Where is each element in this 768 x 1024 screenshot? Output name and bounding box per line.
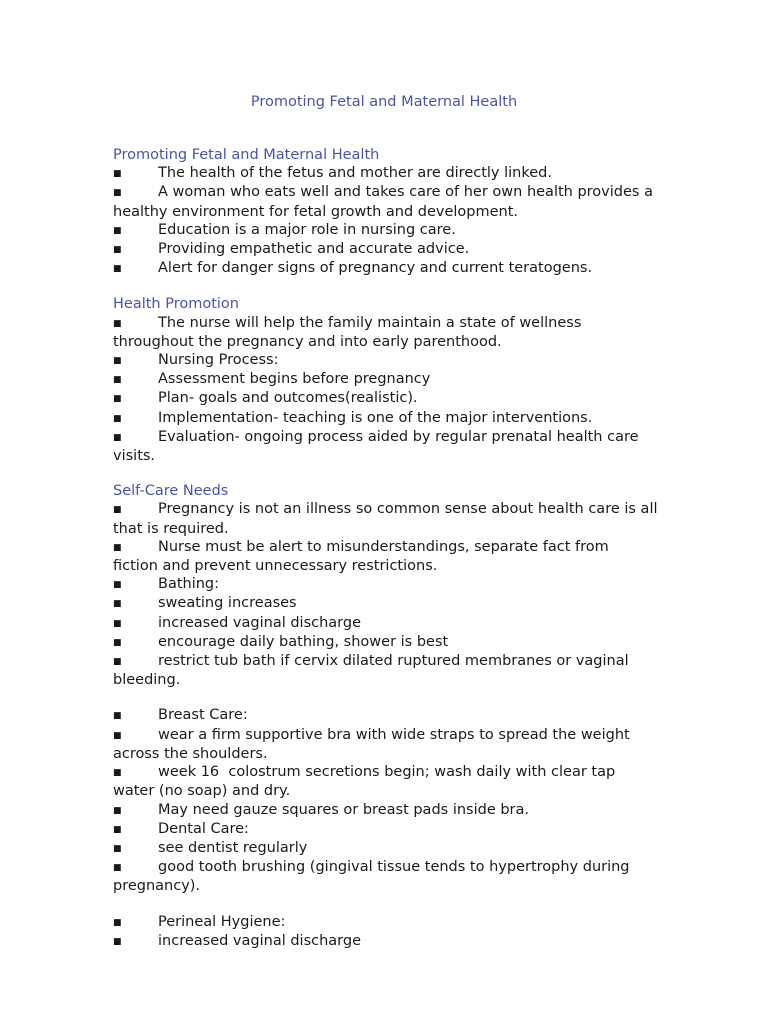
section-heading: Self-Care Needs — [113, 483, 229, 500]
list-item-text: good tooth brushing (gingival tissue tends to hypertrophy during pregnancy). — [113, 859, 635, 895]
list-item-text: increased vaginal discharge — [158, 614, 362, 631]
bullet-icon: ■ — [113, 356, 122, 367]
list-item-text: sweating increases — [158, 595, 297, 612]
list-item-text: Nursing Process: — [158, 352, 279, 369]
bullet-icon: ■ — [113, 768, 122, 779]
section-health-promotion — [113, 295, 658, 465]
section-promoting-health — [113, 146, 658, 278]
bullet-icon: ■ — [113, 264, 122, 275]
list-item-text: week 16 colostrum secretions begin; wash daily with clear tap water (no soap) and dry. — [113, 764, 620, 800]
list-item-text: Plan- goals and outcomes(realistic). — [158, 390, 418, 407]
document-title: Promoting Fetal and Maternal Health — [250, 94, 518, 110]
list-item — [113, 801, 658, 820]
list-item-text: restrict tub bath if cervix dilated ruptured membranes or vaginal bleeding. — [113, 653, 634, 689]
section-heading: Promoting Fetal and Maternal Health — [113, 147, 380, 163]
list-item — [113, 409, 658, 428]
bullet-icon: ■ — [113, 413, 122, 424]
bullet-icon: ■ — [113, 637, 122, 648]
list-item — [113, 913, 658, 932]
section-perineal-hygiene — [113, 913, 658, 951]
list-item — [113, 428, 658, 465]
bullet-icon: ■ — [113, 843, 122, 854]
bullet-icon: ■ — [113, 917, 122, 928]
list-item-text: increased vaginal discharge — [158, 932, 362, 949]
bullet-icon: ■ — [113, 711, 122, 722]
list-item — [113, 614, 658, 633]
list-item-text: Implementation- teaching is one of the major interventions. — [158, 409, 593, 426]
list-item — [113, 370, 658, 389]
list-item — [113, 763, 658, 800]
list-item-text: Pregnancy is not an illness so common sense about health care is all that is required. — [113, 501, 663, 537]
section-heading: Health Promotion — [113, 296, 239, 313]
bullet-icon: ■ — [113, 394, 122, 405]
list-item-text: Bathing: — [158, 576, 220, 593]
bullet-icon: ■ — [113, 505, 122, 516]
list-item — [113, 594, 658, 613]
list-item — [113, 351, 658, 370]
list-item — [113, 164, 658, 183]
list-item — [113, 221, 658, 240]
list-item — [113, 500, 663, 537]
bullet-icon: ■ — [113, 225, 122, 236]
bullet-icon: ■ — [113, 542, 122, 553]
bullet-icon: ■ — [113, 318, 122, 329]
bullet-icon: ■ — [113, 805, 122, 816]
list-item — [113, 575, 658, 594]
list-item — [113, 839, 658, 858]
list-item — [113, 389, 658, 408]
list-item-text: Breast Care: — [158, 707, 248, 724]
bullet-icon: ■ — [113, 375, 122, 386]
list-item — [113, 820, 658, 839]
bullet-icon: ■ — [113, 580, 122, 591]
list-item-text: Education is a major role in nursing care. — [158, 221, 456, 238]
list-item — [113, 633, 658, 652]
list-item — [113, 726, 658, 763]
list-item — [113, 706, 658, 725]
list-item — [113, 259, 658, 278]
bullet-icon: ■ — [113, 936, 122, 947]
bullet-icon: ■ — [113, 618, 122, 629]
list-item-text: A woman who eats well and takes care of her own health provides a healthy environment for fetal growth and development. — [113, 184, 658, 220]
list-item-text: The health of the fetus and mother are directly linked. — [158, 165, 552, 182]
list-item — [113, 240, 658, 259]
bullet-icon: ■ — [113, 730, 122, 741]
list-item-text: Assessment begins before pregnancy — [158, 371, 431, 388]
bullet-icon: ■ — [113, 824, 122, 835]
list-item-text: Providing empathetic and accurate advice. — [158, 241, 470, 258]
bullet-icon: ■ — [113, 432, 122, 443]
bullet-icon: ■ — [113, 245, 122, 256]
list-item-text: Perineal Hygiene: — [158, 913, 286, 930]
list-item — [113, 932, 658, 951]
list-item — [113, 183, 658, 220]
document-body — [113, 146, 663, 951]
bullet-icon: ■ — [113, 599, 122, 610]
list-item-text: Nurse must be alert to misunderstandings, separate fact from fiction and prevent unnecessary restrictions. — [113, 538, 614, 575]
section-breast-dental-care — [113, 706, 658, 895]
list-item — [113, 652, 658, 689]
list-item-text: The nurse will help the family maintain a state of wellness throughout the pregnancy and into early parenthood. — [113, 314, 586, 350]
list-item-text: Dental Care: — [158, 820, 249, 837]
list-item-text: May need gauze squares or breast pads inside bra. — [158, 801, 530, 818]
list-item — [113, 858, 658, 895]
bullet-icon: ■ — [113, 188, 122, 199]
bullet-icon: ■ — [113, 863, 122, 874]
list-item — [113, 314, 658, 351]
list-item-text: encourage daily bathing, shower is best — [158, 633, 449, 650]
list-item — [113, 538, 658, 575]
list-item-text: Alert for danger signs of pregnancy and current teratogens. — [158, 260, 593, 277]
bullet-icon: ■ — [113, 169, 122, 180]
list-item-text: see dentist regularly — [158, 839, 308, 856]
list-item-text: wear a firm supportive bra with wide straps to spread the weight across the shoulders. — [113, 726, 635, 762]
section-self-care-needs — [113, 482, 663, 689]
list-item-text: Evaluation- ongoing process aided by regular prenatal health care visits. — [113, 428, 644, 465]
bullet-icon: ■ — [113, 657, 122, 668]
